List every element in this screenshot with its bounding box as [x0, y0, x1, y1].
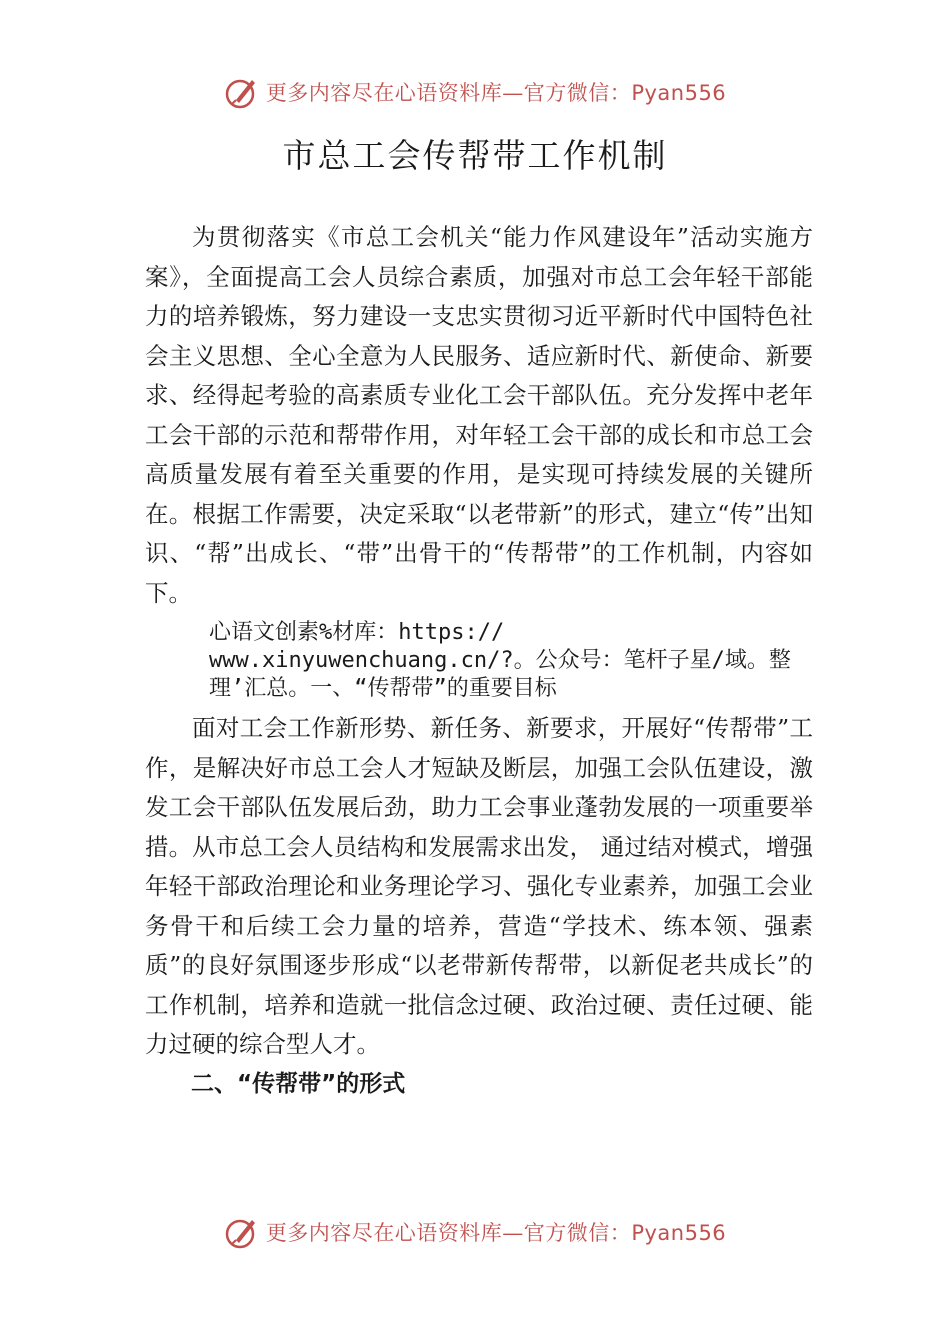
section-heading-form: 二、“传帮带”的形式: [191, 1070, 406, 1097]
quill-logo-icon: [224, 1214, 260, 1250]
header-watermark: [0, 72, 950, 112]
paragraph-goals: 面对工会工作新形势、新任务、新要求，开展好“传帮带”工作，是解决好市总工会人才短缺及断层，加强工会队伍建设，激发工会干部队伍发展后劲，助力工会事业蓬勃发展的一项重要举措。从市总工会人员结构和发展需求出发， 通过结对模式，增强年轻干部政治理论和业务理论学习、强化专业素养，加强工会业务骨干和后续工会力量的培养，营造“学技术、练本领、强素质”的良好氛围逐步形成“以老带新传帮带，以新促老共成长”的工作机制，培养和造就一批信念过硬、政治过硬、责任过硬、能力过硬的综合型人才。: [145, 714, 813, 1058]
watermark-text: 更多内容尽在心语资料库—官方微信：Pyan556: [265, 81, 727, 105]
source-note: 心语文创素%材库：https:// www.xinyuwenchuang.cn/?。公众号：笔杆子星/域。整理’汇总。一、“传帮带”的重要目标: [209, 620, 791, 701]
paragraph-intro: 为贯彻落实《市总工会机关“能力作风建设年”活动实施方案》，全面提高工会人员综合素质，加强对市总工会年轻干部能力的培养锻炼，努力建设一支忠实贯彻习近平新时代中国特色社会主义思想、全心全意为人民服务、适应新时代、新使命、新要求、经得起考验的高素质专业化工会干部队伍。充分发挥中老年工会干部的示范和帮带作用，对年轻工会干部的成长和市总工会高质量发展有着至关重要的作用，是实现可持续发展的关键所在。根据工作需要，决定采取“以老带新”的形式，建立“传”出知识、“帮”出成长、“带”出骨干的“传帮带”的工作机制，内容如下。: [145, 223, 813, 607]
watermark-text: 更多内容尽在心语资料库—官方微信：Pyan556: [265, 1221, 727, 1245]
document-title: 市总工会传帮带工作机制: [282, 136, 668, 175]
document-body: [145, 218, 813, 1104]
footer-watermark: [0, 1212, 950, 1252]
quill-logo-icon: [224, 74, 260, 110]
